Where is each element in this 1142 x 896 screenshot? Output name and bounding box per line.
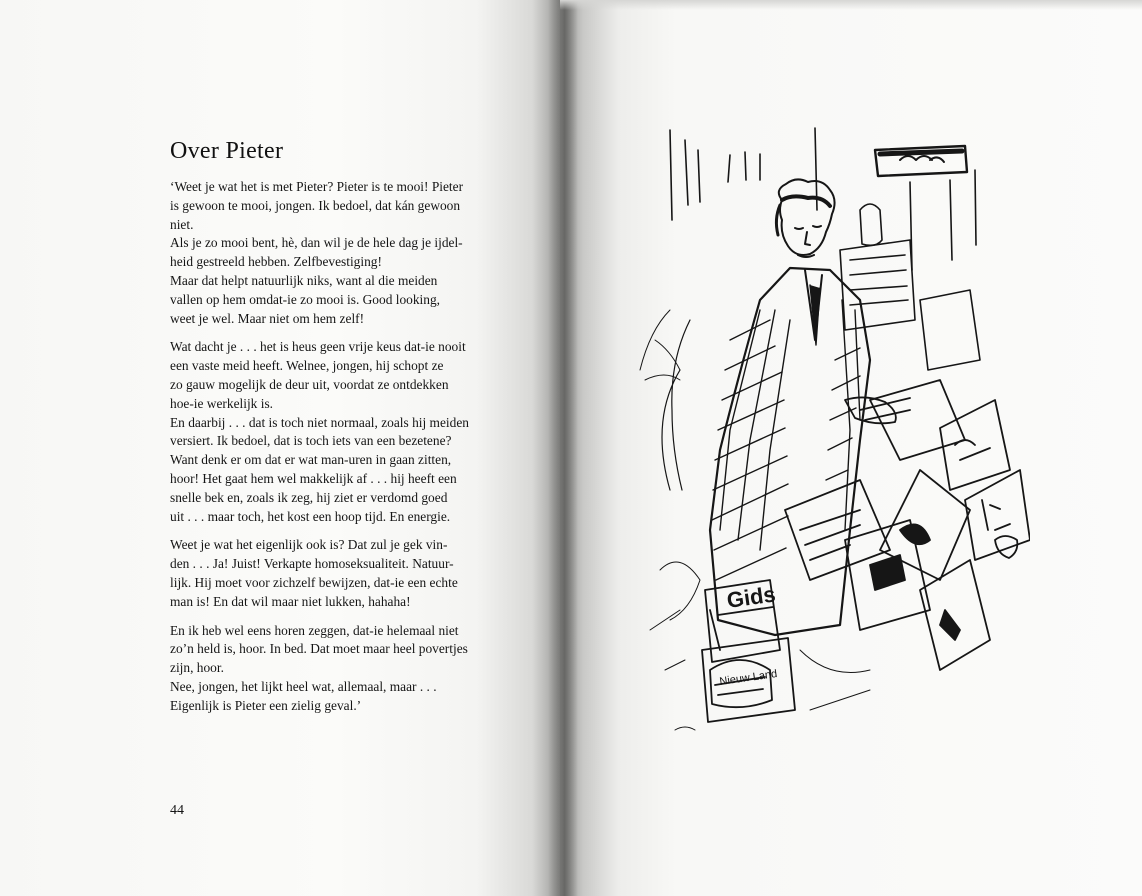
figure-suit [640, 268, 870, 635]
book-spine-shadow [548, 0, 578, 896]
text-line: is gewoon te mooi, jongen. Ik bedoel, dat kán gewoon [170, 197, 461, 213]
text-line: Wat dacht je . . . het is heus geen vrije keus dat-ie nooit [170, 339, 466, 355]
text-line: man is! En dat wil maar niet lukken, hahaha! [170, 593, 411, 609]
figure-head [776, 179, 834, 257]
text-line: En daarbij . . . dat is toch niet normaal, zoals hij meiden [170, 414, 469, 430]
page-number: 44 [170, 803, 184, 818]
text-line: zo gauw mogelijk de deur uit, voordat ze ontdekken [170, 376, 449, 392]
text-line: vallen op hem omdat-ie zo mooi is. Good looking, [170, 291, 441, 307]
text-line: Nee, jongen, het lijkt heel wat, allemaal, maar . . . [170, 678, 437, 694]
text-line: versiert. Ik bedoel, dat is toch iets van een bezetene? [170, 433, 452, 449]
text-line: uit . . . maar toch, het kost een hoop tijd. En energie. [170, 508, 451, 524]
figure-hands [845, 397, 910, 423]
text-line: zo’n held is, hoor. In bed. Dat moet maar heel povertjes [170, 641, 468, 657]
gids-sign: Gids [725, 581, 778, 613]
text-line: hoor! Het gaat hem wel makkelijk af . . . hij heeft een [170, 470, 457, 486]
text-line: zijn, hoor. [170, 660, 224, 676]
paragraph-3 [170, 536, 500, 611]
text-line: Als je zo mooi bent, hè, dan wil je de hele dag je ijdel- [170, 235, 463, 251]
magazine-stack [785, 380, 1030, 670]
text-line: weet je wel. Maar niet om hem zelf! [170, 310, 365, 326]
background-sketch [670, 128, 980, 370]
text-line: lijk. Hij moet voor zichzelf bewijzen, dat-ie een echte [170, 574, 458, 590]
body-text [170, 178, 500, 726]
paragraph-2 [170, 338, 500, 526]
text-line: hoe-ie werkelijk is. [170, 395, 273, 411]
paragraph-4 [170, 622, 500, 716]
text-line: niet. [170, 216, 194, 232]
text-line: een vaste meid heeft. Welnee, jongen, hij schopt ze [170, 358, 444, 374]
text-line: ‘Weet je wat het is met Pieter? Pieter is te mooi! Pieter [170, 179, 464, 194]
text-line: heid gestreeld hebben. Zelfbevestiging! [170, 254, 382, 270]
text-line: En ik heb wel eens horen zeggen, dat-ie helemaal niet [170, 622, 459, 638]
paragraph-1 [170, 178, 500, 328]
text-line: snelle bek en, zoals ik zeg, hij ziet er verdomd goed [170, 489, 448, 505]
text-line: Eigenlijk is Pieter een zielig geval.’ [170, 697, 362, 713]
text-line: Weet je wat het eigenlijk ook is? Dat zul je gek vin- [170, 537, 448, 553]
nieuw-land-sign: Nieuw Land [718, 668, 778, 688]
left-page [0, 0, 560, 896]
page-edge-shadow [560, 0, 1142, 10]
page-title: Over Pieter [170, 138, 284, 164]
text-line: Want denk er om dat er wat man-uren in gaan zitten, [170, 452, 452, 468]
pen-illustration [610, 110, 1030, 760]
text-line: Maar dat helpt natuurlijk niks, want al die meiden [170, 272, 438, 288]
text-line: den . . . Ja! Juist! Verkapte homoseksualiteit. Natuur- [170, 556, 454, 572]
